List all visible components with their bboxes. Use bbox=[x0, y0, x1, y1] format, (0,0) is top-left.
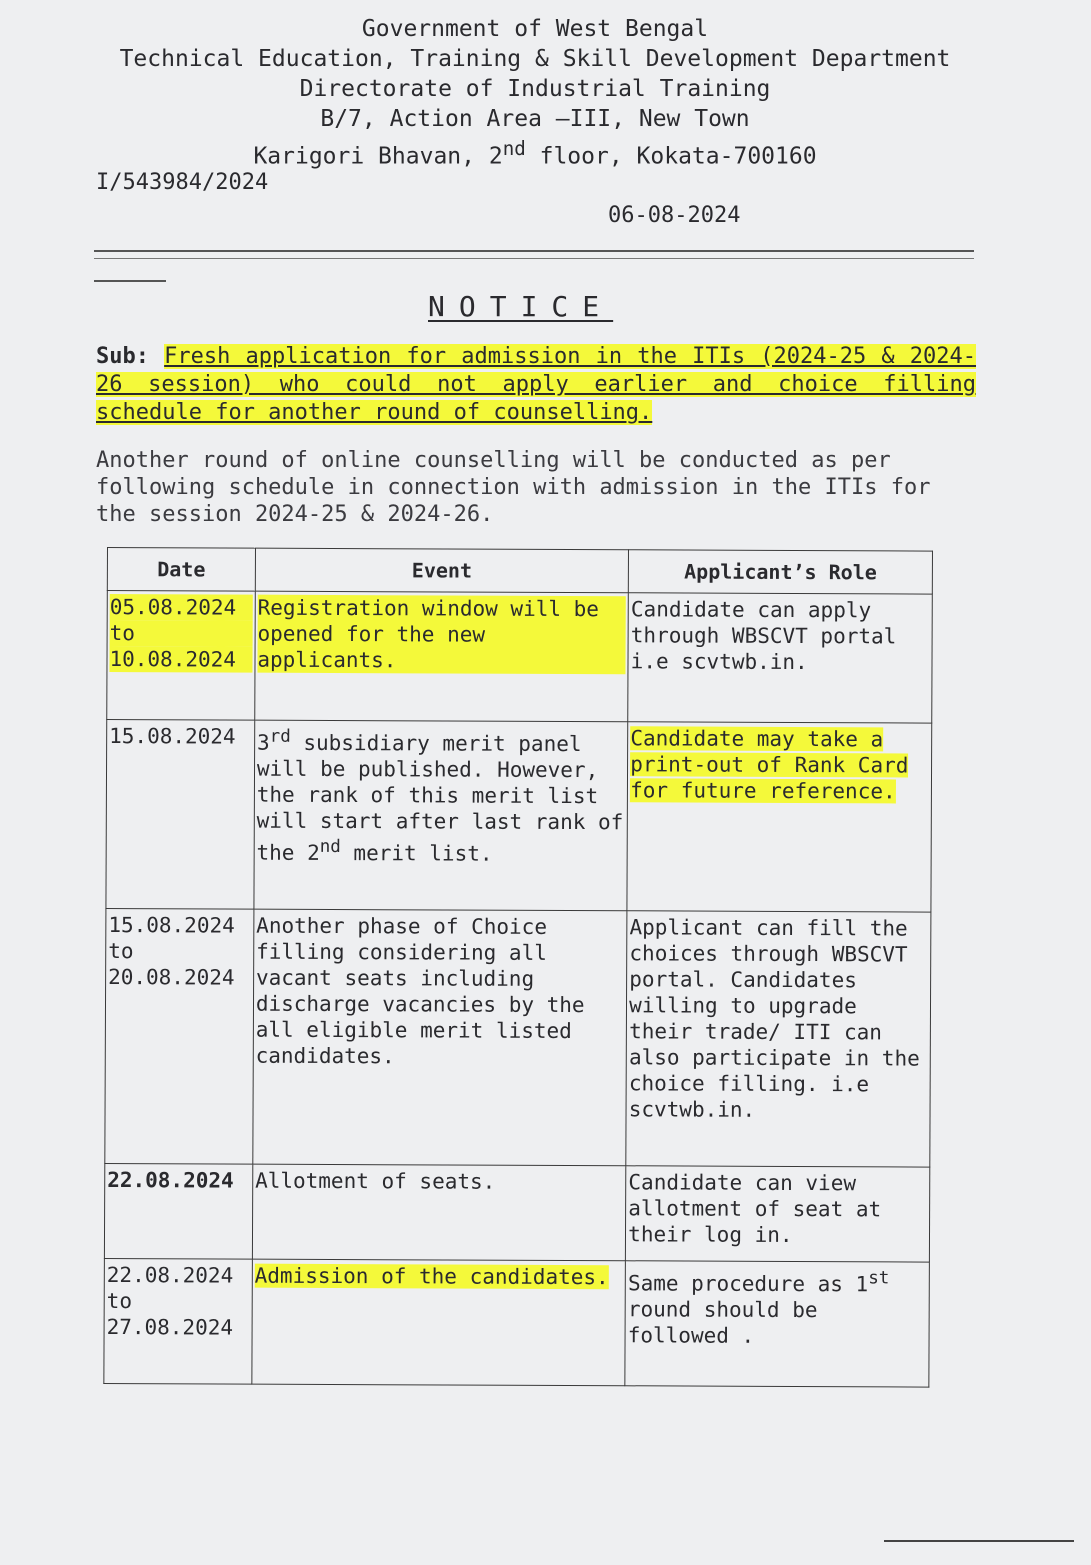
notice-date: 06-08-2024 bbox=[608, 203, 741, 228]
column-header-role: Applicant’s Role bbox=[629, 550, 933, 594]
divider-line bbox=[94, 250, 974, 252]
notice-title: NOTICE bbox=[428, 290, 614, 323]
header-government: Government of West Bengal bbox=[361, 16, 709, 42]
role-cell: Candidate may take a print-out of Rank Card for future reference. bbox=[627, 722, 932, 912]
role-cell: Candidate can apply through WBSCVT portal i.e scvtwb.in. bbox=[628, 593, 932, 723]
table-row bbox=[107, 591, 933, 724]
table-row bbox=[105, 908, 931, 1167]
date-cell: 22.08.2024 to 27.08.2024 bbox=[104, 1258, 252, 1384]
intro-paragraph: Another round of online counselling will be conducted as per following schedule in connection with admission in the ITIs for the session 2024-25 & 2024-26. bbox=[96, 448, 931, 527]
subject-text: Fresh application for admission in the ITIs (2024-25 & 2024-26 session) who could not apply earlier and choice filling schedule for another round of counselling. bbox=[96, 344, 976, 425]
role-cell: Candidate can view allotment of seat at their log in. bbox=[626, 1166, 930, 1262]
table-header-row bbox=[107, 548, 932, 595]
date-cell: 22.08.2024 bbox=[104, 1163, 252, 1259]
subject-label: Sub: bbox=[96, 344, 149, 369]
footer-line bbox=[884, 1540, 1074, 1542]
short-divider bbox=[94, 280, 166, 282]
date-cell: 15.08.2024 to 20.08.2024 bbox=[105, 908, 254, 1164]
header-building: Karigori Bhavan, 2nd floor, Kokata-700160 bbox=[253, 137, 817, 170]
event-cell: Allotment of seats. bbox=[252, 1164, 626, 1261]
role-cell: Applicant can fill the choices through WBSCVT portal. Candidates willing to upgrade their trade/ ITI can also participate in the choice filling. i.e scvtwb.in. bbox=[626, 911, 931, 1167]
event-cell: 3rd subsidiary merit panel will be published. However, the rank of this merit list will start after last rank of the 2nd merit list. bbox=[254, 720, 628, 911]
role-cell: Same procedure as 1st round should be followed . bbox=[625, 1261, 929, 1387]
table-row bbox=[106, 720, 932, 913]
column-header-event: Event bbox=[255, 548, 629, 593]
subject-block bbox=[96, 343, 976, 427]
table-row bbox=[104, 1258, 930, 1387]
header-department: Technical Education, Training & Skill Development Department bbox=[119, 46, 951, 72]
divider-line bbox=[94, 258, 974, 259]
column-header-date: Date bbox=[107, 548, 255, 592]
table-row bbox=[104, 1163, 929, 1262]
schedule-table bbox=[103, 547, 933, 1388]
event-cell: Another phase of Choice filling considering all vacant seats including discharge vacancies by the all eligible merit listed candidates. bbox=[253, 909, 627, 1166]
date-cell: 05.08.2024 to 10.08.2024 bbox=[107, 591, 255, 721]
header-directorate: Directorate of Industrial Training bbox=[299, 76, 771, 102]
reference-number: I/543984/2024 bbox=[96, 170, 269, 195]
event-cell: Admission of the candidates. bbox=[252, 1259, 626, 1386]
date-cell: 15.08.2024 bbox=[106, 720, 255, 910]
letterhead bbox=[0, 14, 1070, 172]
event-cell: Registration window will be opened for the new applicants. bbox=[255, 591, 629, 722]
header-address: B/7, Action Area –III, New Town bbox=[320, 106, 750, 132]
